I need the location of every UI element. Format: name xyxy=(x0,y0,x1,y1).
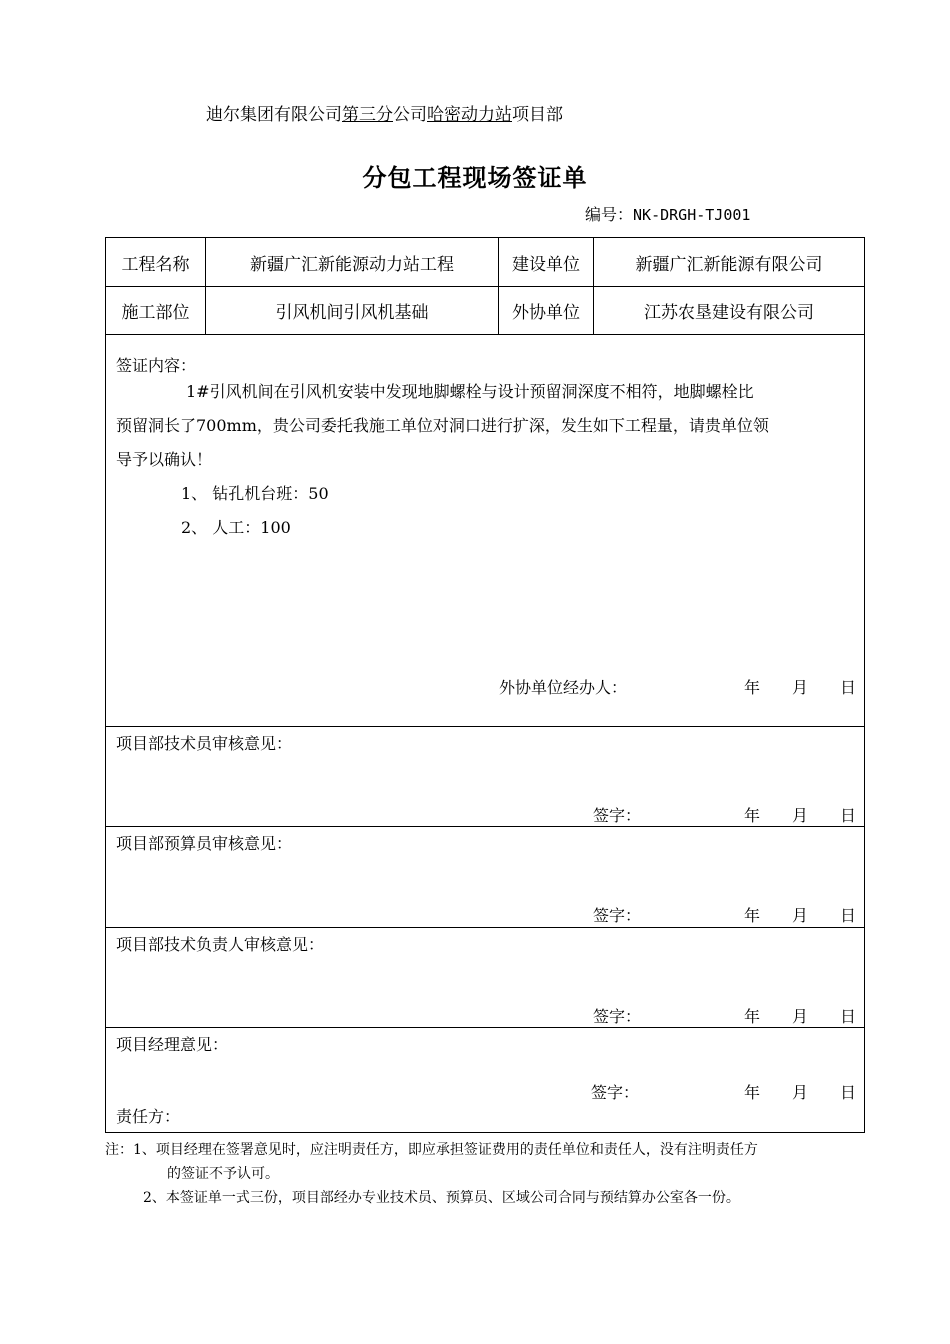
tech-lead-sign-label: 签字： xyxy=(593,1007,642,1026)
project-name-value: 新疆广汇新能源动力站工程 xyxy=(206,238,499,286)
manager-date xyxy=(744,1080,856,1103)
content-section xyxy=(106,335,864,727)
note-2: 2、本签证单一式三份，项目部经办专业技术员、预算员、区域公司合同与预结算办公室各一份。 xyxy=(143,1190,740,1206)
tech-review-label: 项目部技术员审核意见： xyxy=(116,734,293,753)
content-line-1: 1#引风机间在引风机安装中发现地脚螺栓与设计预留洞深度不相符，地脚螺栓比 xyxy=(186,382,754,401)
owner-value: 新疆广汇新能源有限公司 xyxy=(635,254,823,275)
project-suffix: 项目部 xyxy=(512,105,563,125)
note-1: 注：1、项目经理在签署意见时，应注明责任方，即应承担签证费用的责任单位和责任人，没有注明责任方 xyxy=(105,1142,758,1158)
handler-date xyxy=(744,675,856,698)
serial-number xyxy=(585,202,750,225)
date-month: 月 xyxy=(792,678,809,697)
tech-lead-review-section xyxy=(106,928,864,1028)
budget-date xyxy=(744,903,856,926)
branch-suffix: 公司 xyxy=(393,105,427,125)
content-paragraph xyxy=(116,375,861,545)
date-year: 年 xyxy=(744,1007,761,1026)
project-name-label: 工程名称 xyxy=(106,238,206,286)
budget-sign-label: 签字： xyxy=(593,906,642,925)
work-item-2: 2、 人工：100 xyxy=(181,518,291,537)
subcontractor-value: 江苏农垦建设有限公司 xyxy=(644,303,814,323)
subcontractor-label: 外协单位 xyxy=(499,287,594,334)
content-label: 签证内容： xyxy=(116,356,197,375)
date-month: 月 xyxy=(792,1007,809,1026)
manager-sign-label: 签字： xyxy=(591,1083,640,1102)
branch-name: 第三分 xyxy=(342,105,393,125)
date-year: 年 xyxy=(744,806,761,825)
manager-section xyxy=(106,1028,864,1132)
budget-review-label: 项目部预算员审核意见： xyxy=(116,834,293,853)
date-day: 日 xyxy=(840,1083,857,1102)
budget-review-section xyxy=(106,827,864,928)
tech-lead-review-label: 项目部技术负责人审核意见： xyxy=(116,935,325,954)
serial-label: 编号： xyxy=(585,205,634,224)
info-row-1 xyxy=(106,238,864,287)
tech-lead-date xyxy=(744,1004,856,1027)
note-1-continued: 的签证不予认可。 xyxy=(167,1166,279,1182)
tech-date xyxy=(744,803,856,826)
date-year: 年 xyxy=(744,906,761,925)
work-item-1: 1、 钻孔机台班：50 xyxy=(181,484,329,503)
date-day: 日 xyxy=(840,906,857,925)
date-day: 日 xyxy=(840,678,857,697)
project-site: 哈密动力站 xyxy=(427,105,512,125)
date-day: 日 xyxy=(840,806,857,825)
footnotes xyxy=(105,1138,875,1210)
location-label: 施工部位 xyxy=(106,287,206,334)
content-line-3: 导予以确认！ xyxy=(116,450,213,469)
manager-review-label: 项目经理意见： xyxy=(116,1035,229,1054)
location-value: 引风机间引风机基础 xyxy=(206,287,499,334)
page-title: 分包工程现场签证单 xyxy=(362,163,588,192)
date-month: 月 xyxy=(792,1083,809,1102)
date-year: 年 xyxy=(744,1083,761,1102)
tech-sign-label: 签字： xyxy=(593,806,642,825)
date-month: 月 xyxy=(792,806,809,825)
responsible-party-label: 责任方： xyxy=(116,1107,181,1126)
owner-label: 建设单位 xyxy=(499,238,594,286)
visa-form xyxy=(105,237,865,1133)
date-day: 日 xyxy=(840,1007,857,1026)
serial-value: NK-DRGH-TJ001 xyxy=(633,206,751,224)
tech-review-section xyxy=(106,727,864,827)
date-year: 年 xyxy=(744,678,761,697)
content-line-2: 预留洞长了700mm，贵公司委托我施工单位对洞口进行扩深，发生如下工程量，请贵单位领 xyxy=(116,416,769,435)
company-header xyxy=(206,100,563,125)
date-month: 月 xyxy=(792,906,809,925)
handler-label: 外协单位经办人： xyxy=(499,678,628,697)
info-row-2 xyxy=(106,287,864,335)
company-name: 迪尔集团有限公司 xyxy=(206,105,342,125)
